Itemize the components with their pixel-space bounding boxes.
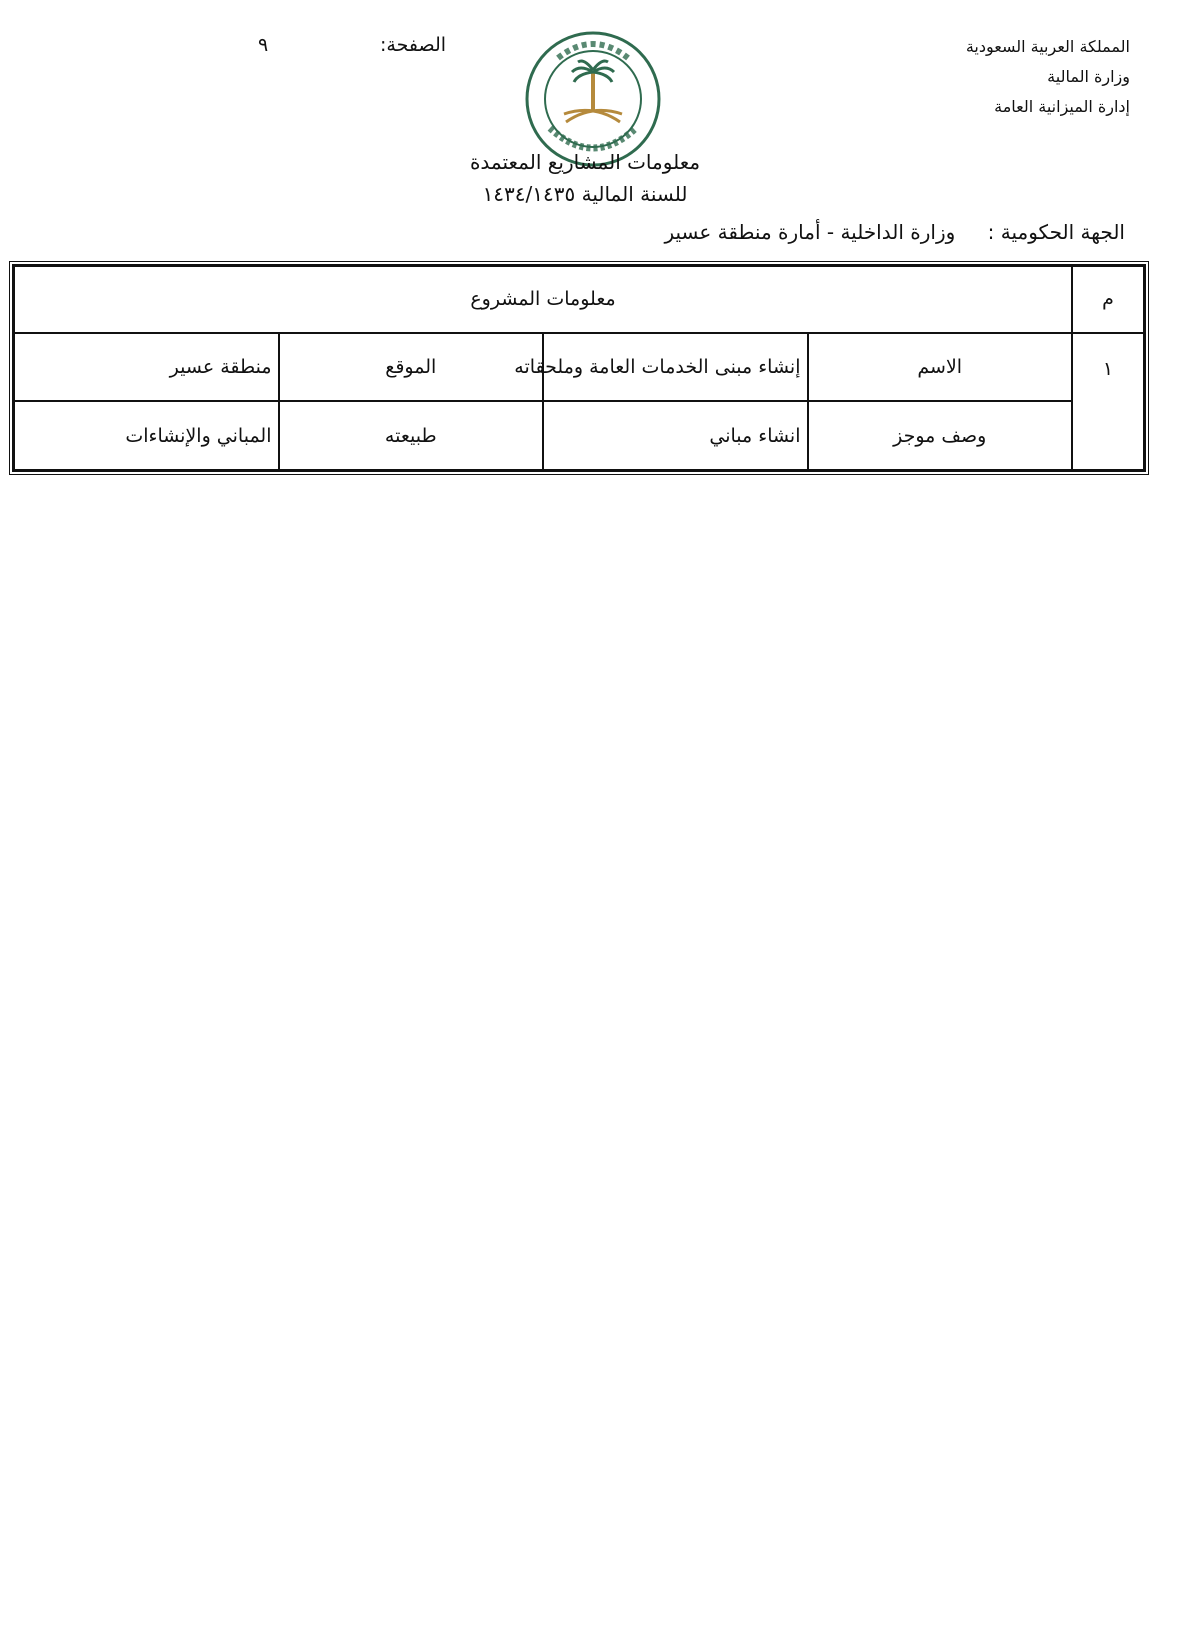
col-info-header: معلومات المشروع	[14, 266, 1072, 333]
entity-value: وزارة الداخلية - أمارة منطقة عسير	[664, 220, 956, 244]
name-value: إنشاء مبنى الخدمات العامة وملحقاته	[543, 333, 808, 402]
page-label: الصفحة:	[380, 34, 447, 56]
header-kingdom: المملكة العربية السعودية	[965, 37, 1130, 56]
col-number-header: م	[1072, 266, 1144, 333]
government-entity	[664, 220, 1125, 244]
ministry-seal-icon	[522, 28, 664, 170]
header-ministry: وزارة المالية	[1047, 67, 1130, 86]
table-header-row	[14, 266, 1144, 333]
header-department: إدارة الميزانية العامة	[994, 97, 1130, 116]
location-label: الموقع	[279, 333, 544, 402]
entity-label: الجهة الحكومية :	[987, 220, 1125, 244]
name-label: الاسم	[808, 333, 1073, 402]
table-row	[14, 401, 1144, 470]
report-title: معلومات المشاريع المعتمدة	[469, 150, 701, 174]
description-label: وصف موجز	[808, 401, 1073, 470]
fiscal-year-title: للسنة المالية ١٤٣٤/١٤٣٥	[482, 182, 688, 206]
row-number: ١	[1072, 333, 1144, 470]
page-number: ٩	[258, 34, 269, 56]
nature-value: المباني والإنشاءات	[14, 401, 279, 470]
project-info-table	[9, 261, 1149, 475]
table-row	[14, 333, 1144, 402]
location-value: منطقة عسير	[14, 333, 279, 402]
description-value: انشاء مباني	[543, 401, 808, 470]
header-org-block	[966, 32, 1130, 122]
nature-label: طبيعته	[279, 401, 544, 470]
